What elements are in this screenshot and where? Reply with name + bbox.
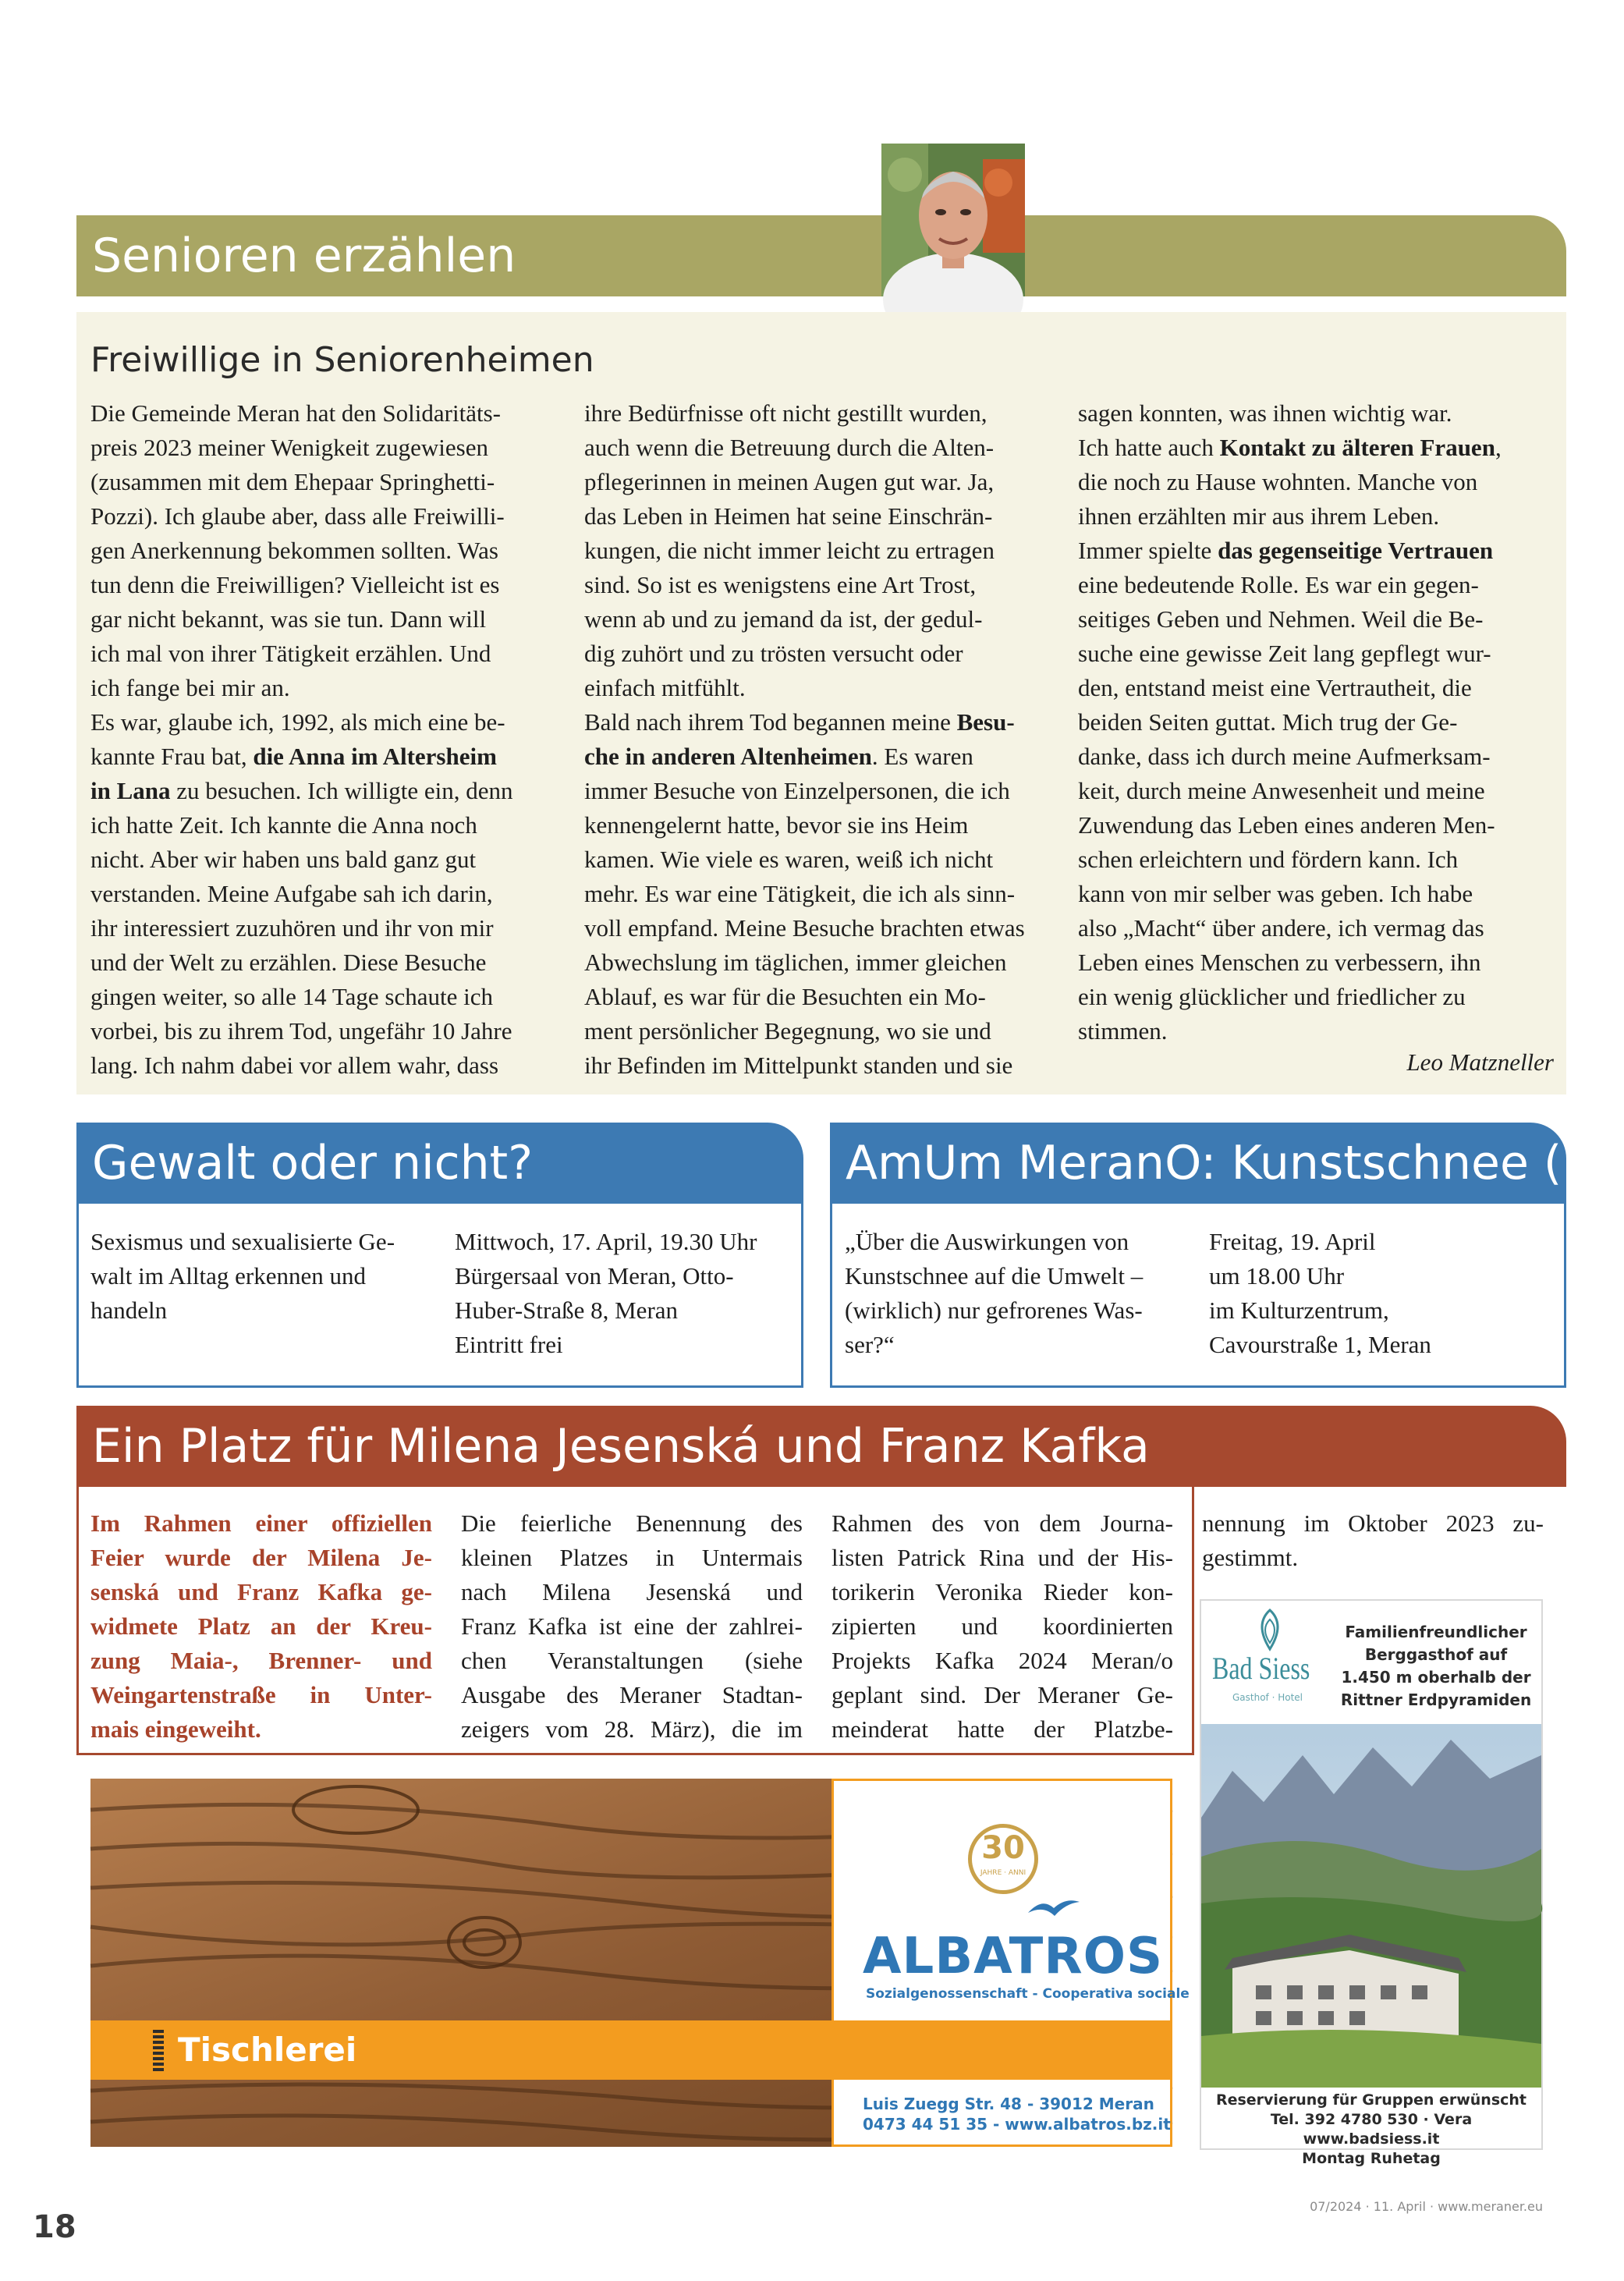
text-line: Leben eines Menschen zu verbessern, ihn: [1078, 949, 1481, 976]
text-line: keit, durch meine Anwesenheit und meine: [1078, 777, 1485, 804]
text-line: ser?“: [845, 1331, 895, 1358]
text-line: ich fange bei mir an.: [90, 674, 290, 701]
text-line: kungen, die nicht immer leicht zu ertragen: [584, 537, 995, 564]
text-line: listen Patrick Rina und der His-: [832, 1544, 1173, 1571]
text-line: walt im Alltag erkennen und: [90, 1262, 366, 1289]
text-line: zung Maia-, Brenner- und: [90, 1647, 432, 1674]
text-line: gen Anerkennung bekommen sollten. Was: [90, 537, 498, 564]
text-line: im Kulturzentrum,: [1209, 1297, 1389, 1324]
text-line: Immer spielte das gegenseitige Vertrauen: [1078, 537, 1494, 564]
section-title: Ein Platz für Milena Jesenská und Franz Kafka: [92, 1419, 1150, 1474]
text-line: kann von mir selber was geben. Ich habe: [1078, 880, 1473, 907]
text-line: Freitag, 19. April: [1209, 1228, 1376, 1255]
article-author: Leo Matzneller: [1406, 1048, 1554, 1076]
text-line: Huber-Straße 8, Meran: [455, 1297, 679, 1324]
text-line: Im Rahmen einer offiziellen: [90, 1509, 432, 1537]
text-line: seitiges Geben und Nehmen. Weil die Be-: [1078, 605, 1484, 633]
article-intro: [90, 1506, 432, 1747]
text-line: Feier wurde der Milena Je-: [90, 1544, 432, 1571]
article-column-2: [584, 396, 1025, 1083]
text-line: Bürgersaal von Meran, Otto-: [455, 1262, 734, 1289]
barcode-icon: [153, 2030, 164, 2073]
text-line: Franz Kafka ist eine der zahlrei-: [461, 1612, 803, 1640]
text-line: Reservierung für Gruppen erwünscht: [1215, 2091, 1527, 2109]
text-line: stimmen.: [1078, 1017, 1168, 1045]
author-photo: [881, 144, 1025, 296]
bold-phrase: Kontakt zu älteren Frauen: [1219, 434, 1495, 461]
bold-phrase: die Anna im Altersheim: [253, 743, 497, 770]
event-title: Gewalt oder nicht?: [92, 1136, 534, 1190]
albatros-bird-icon: [1027, 1896, 1081, 1919]
ad-contact: 0473 44 51 35 - www.albatros.bz.it: [863, 2115, 1171, 2134]
bold-phrase: che in anderen Altenheimen: [584, 743, 872, 770]
text-line: widmete Platz an der Kreu-: [90, 1612, 432, 1640]
text-line: meinderat hatte der Platzbe-: [832, 1715, 1173, 1743]
text-line: geplant sind. Der Meraner Ge-: [832, 1681, 1173, 1708]
text-line: um 18.00 Uhr: [1209, 1262, 1345, 1289]
text-line: ihr Befinden im Mittelpunkt standen und sie: [584, 1052, 1013, 1079]
text-line: Zuwendung das Leben eines anderen Men-: [1078, 811, 1495, 839]
text-line: Ausgabe des Meraner Stadtan-: [461, 1681, 803, 1708]
text-line: kamen. Wie viele es waren, weiß ich nicht: [584, 846, 994, 873]
text-line: (wirklich) nur gefrorenes Was-: [845, 1297, 1143, 1324]
article-column-3: [832, 1506, 1173, 1747]
article-column-2: [461, 1506, 803, 1747]
text-line: Ablauf, es war für die Besuchten ein Mo-: [584, 983, 986, 1010]
banner-text: Tischlerei: [178, 2031, 357, 2069]
text-line: nennung im Oktober 2023 zu-: [1202, 1509, 1544, 1537]
text-line: Rittner Erdpyramiden: [1340, 1690, 1532, 1709]
ad-badsiess[interactable]: [1200, 1599, 1543, 2167]
text-line: Berggasthof auf: [1364, 1645, 1508, 1664]
text-line: ich mal von ihrer Tätigkeit erzählen. Und: [90, 640, 491, 667]
anniversary-badge: [968, 1824, 1038, 1894]
text-line: also „Macht“ über andere, ich vermag das: [1078, 914, 1484, 942]
text-line: einfach mitfühlt.: [584, 674, 746, 701]
article-subtitle: Freiwillige in Seniorenheimen: [90, 340, 594, 380]
text-line: nicht. Aber wir haben uns bald ganz gut: [90, 846, 477, 873]
event-description: [845, 1225, 1143, 1362]
text-line: gestimmt.: [1202, 1544, 1299, 1571]
text-line: das Leben in Heimen hat seine Einschrän-: [584, 502, 993, 530]
text-line: Weingartenstraße in Unter-: [90, 1681, 432, 1708]
text-line: Abwechslung im täglichen, immer gleichen: [584, 949, 1007, 976]
badsiess-logo: Bad Siess: [1212, 1651, 1310, 1686]
text-line: Projekts Kafka 2024 Meran/o: [832, 1647, 1173, 1674]
text-line: voll empfand. Meine Besuche brachten etwas: [584, 914, 1025, 942]
mountain-photo: [1201, 1724, 1541, 2088]
section-header-gewalt: [76, 1123, 803, 1204]
text-line: tun denn die Freiwilligen? Vielleicht ist es: [90, 571, 500, 598]
text-line: nach Milena Jesenská und: [461, 1578, 803, 1605]
event-description: [90, 1225, 395, 1328]
event-title: AmUm MeranO: Kunstschnee (it): [846, 1136, 1612, 1190]
text-line: Rahmen des von dem Journa-: [832, 1509, 1173, 1537]
text-line: lang. Ich nahm dabei vor allem wahr, dass: [90, 1052, 499, 1079]
event-info: [1209, 1225, 1431, 1362]
text-line: 1.450 m oberhalb der: [1341, 1668, 1531, 1687]
text-line: schen erleichtern und fördern kann. Ich: [1078, 846, 1459, 873]
text-line: torikerin Veronika Rieder kon-: [832, 1578, 1173, 1605]
text-line: und der Welt zu erzählen. Diese Besuche: [90, 949, 487, 976]
page-number: 18: [33, 2209, 76, 2245]
text-line: Kunstschnee auf die Umwelt –: [845, 1262, 1144, 1289]
text-line: che in anderen Altenheimen. Es waren: [584, 743, 973, 770]
text-line: Sexismus und sexualisierte Ge-: [90, 1228, 395, 1255]
text-line: beiden Seiten guttat. Mich trug der Ge-: [1078, 708, 1458, 736]
section-header-kafka: [76, 1406, 1566, 1487]
text-line: wenn ab und zu jemand da ist, der gedul-: [584, 605, 983, 633]
text-line: ich hatte Zeit. Ich kannte die Anna noch: [90, 811, 477, 839]
issue-info: 07/2024 · 11. April · www.meraner.eu: [1310, 2199, 1543, 2214]
section-header-senioren: [76, 215, 1566, 296]
text-line: mais eingeweiht.: [90, 1715, 261, 1743]
text-line: dig zuhört und zu trösten versucht oder: [584, 640, 963, 667]
text-line: ment persönlicher Begegnung, wo sie und: [584, 1017, 991, 1045]
bold-phrase: Besu-: [956, 708, 1015, 736]
anniversary-label: JAHRE · ANNI: [980, 1869, 1027, 1877]
badsiess-leaf-icon: [1246, 1609, 1293, 1651]
text-line: gar nicht bekannt, was sie tun. Dann will: [90, 605, 487, 633]
text-line: ihre Bedürfnisse oft nicht gestillt wurden,: [584, 399, 988, 427]
text-line: immer Besuche von Einzelpersonen, die ich: [584, 777, 1010, 804]
text-line: mehr. Es war eine Tätigkeit, die ich als sinn-: [584, 880, 1016, 907]
text-line: suche eine gewisse Zeit lang gepflegt wur-: [1078, 640, 1491, 667]
text-line: verstanden. Meine Aufgabe sah ich darin,: [90, 880, 493, 907]
bold-phrase: das gegenseitige Vertrauen: [1218, 537, 1494, 564]
ad-albatros[interactable]: [90, 1779, 1190, 2147]
text-line: kennengelernt hatte, bevor sie ins Heim: [584, 811, 969, 839]
badsiess-logo-sub: Gasthof · Hotel: [1232, 1692, 1303, 1703]
text-line: pflegerinnen in meinen Augen gut war. Ja,: [584, 468, 995, 495]
text-line: ihr interessiert zuzuhören und ihr von mir: [90, 914, 494, 942]
text-line: ihnen erzählten mir aus ihrem Leben.: [1078, 502, 1440, 530]
text-line: zeigers vom 28. März), die im: [461, 1715, 803, 1743]
albatros-logo-text: ALBATROS: [863, 1928, 1164, 1985]
portrait-image: [881, 144, 1025, 296]
bold-phrase: in Lana: [90, 777, 171, 804]
albatros-tagline: Sozialgenossenschaft - Cooperativa sociale: [866, 1986, 1190, 2002]
text-line: den, entstand meist eine Vertrautheit, die: [1078, 674, 1472, 701]
text-line: Eintritt frei: [455, 1331, 563, 1358]
badsiess-headline: [1334, 1621, 1538, 1712]
text-line: Es war, glaube ich, 1992, als mich eine be-: [90, 708, 505, 736]
text-line: sind. So ist es wenigstens eine Art Trost,: [584, 571, 977, 598]
section-header-kunstschnee: [830, 1123, 1612, 1204]
text-line: Mittwoch, 17. April, 19.30 Uhr: [455, 1228, 757, 1255]
text-line: Montag Ruhetag: [1302, 2150, 1441, 2167]
badsiess-footer: [1201, 2091, 1541, 2169]
text-line: die noch zu Hause wohnten. Manche von: [1078, 468, 1478, 495]
text-line: ein wenig glücklicher und friedlicher zu: [1078, 983, 1466, 1010]
text-line: Pozzi). Ich glaube aber, dass alle Freiwilli-: [90, 502, 505, 530]
text-line: eine bedeutende Rolle. Es war ein gegen-: [1078, 571, 1479, 598]
text-line: kleinen Platzes in Untermais: [461, 1544, 803, 1571]
text-line: auch wenn die Betreuung durch die Alten-: [584, 434, 995, 461]
article-column-1: [90, 396, 513, 1083]
text-line: handeln: [90, 1297, 168, 1324]
text-line: Familienfreundlicher: [1345, 1623, 1527, 1641]
text-line: Tel. 392 4780 530 · Vera www.badsiess.it: [1270, 2111, 1473, 2148]
text-line: vorbei, bis zu ihrem Tod, ungefähr 10 Jahre: [90, 1017, 512, 1045]
text-line: preis 2023 meiner Wenigkeit zugewiesen: [90, 434, 489, 461]
text-line: kannte Frau bat, die Anna im Altersheim: [90, 743, 497, 770]
text-line: danke, dass ich durch meine Aufmerksam-: [1078, 743, 1491, 770]
text-line: Die feierliche Benennung des: [461, 1509, 803, 1537]
text-line: Cavourstraße 1, Meran: [1209, 1331, 1431, 1358]
event-info: [455, 1225, 757, 1362]
text-line: sagen konnten, was ihnen wichtig war.: [1078, 399, 1452, 427]
ad-address: Luis Zuegg Str. 48 - 39012 Meran: [863, 2095, 1154, 2113]
anniversary-number: 30: [981, 1830, 1025, 1866]
section-title: Senioren erzählen: [92, 229, 516, 283]
text-line: Die Gemeinde Meran hat den Solidaritäts-: [90, 399, 501, 427]
text-line: „Über die Auswirkungen von: [845, 1228, 1129, 1255]
article-column-3: [1078, 396, 1502, 1048]
text-line: zipierten und koordinierten: [832, 1612, 1173, 1640]
article-column-4: [1202, 1506, 1544, 1575]
text-line: gingen weiter, so alle 14 Tage schaute ich: [90, 983, 493, 1010]
text-line: Bald nach ihrem Tod begannen meine Besu-: [584, 708, 1015, 736]
text-line: (zusammen mit dem Ehepaar Springhetti-: [90, 468, 495, 495]
text-line: senská und Franz Kafka ge-: [90, 1578, 432, 1605]
text-line: Ich hatte auch Kontakt zu älteren Frauen,: [1078, 434, 1502, 461]
text-line: chen Veranstaltungen (siehe: [461, 1647, 803, 1674]
text-line: in Lana zu besuchen. Ich willigte ein, denn: [90, 777, 513, 804]
